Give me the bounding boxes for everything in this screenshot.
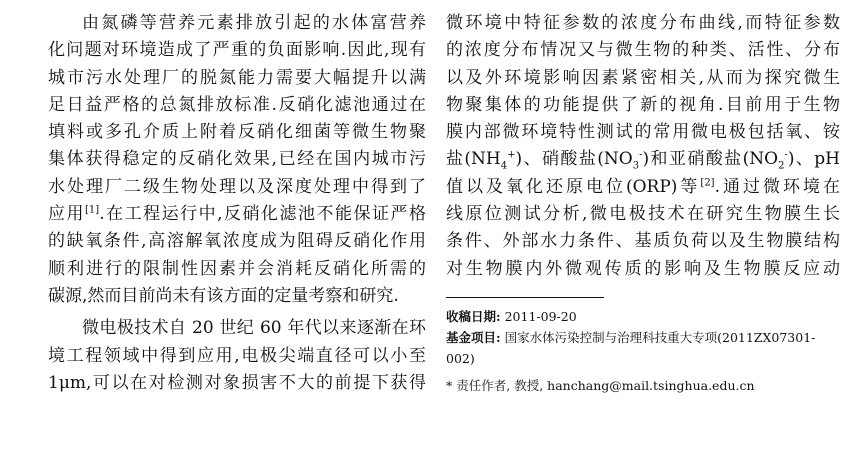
body-text-line: 顺利进行的限制性因素并会消耗反硝化所需的 bbox=[48, 258, 426, 279]
body-text-line: 化问题对环境造成了严重的负面影响.因此,现有 bbox=[48, 40, 426, 61]
footnote-fund-continued: 002) bbox=[446, 350, 475, 366]
text-segment: )、硝酸盐(NO bbox=[515, 149, 633, 170]
text-segment: 应用 bbox=[48, 204, 86, 225]
body-text-line-chemical bbox=[446, 146, 840, 173]
body-text-line: 微环境中特征参数的浓度分布曲线,而特征参数 bbox=[446, 13, 840, 33]
body-text-line: 水处理厂二级生物处理以及深度处理中得到了 bbox=[48, 176, 426, 197]
text-segment: )、pH bbox=[787, 149, 841, 170]
body-text-line: 的浓度分布情况又与微生物的种类、活性、分布 bbox=[446, 40, 840, 61]
footnote-mark: * bbox=[446, 377, 453, 393]
text-segment: 值以及氧化还原电位(ORP)等 bbox=[446, 176, 701, 197]
body-text-line: 碳源,然而目前尚未有该方面的定量考察和研究. bbox=[48, 285, 399, 306]
superscript: - bbox=[784, 149, 788, 161]
body-text-line: 以及外环境影响因素紧密相关,从而为探究微生 bbox=[446, 67, 840, 88]
body-text-line: 对生物膜内外微观传质的影响及生物膜反应动 bbox=[446, 258, 840, 279]
body-text-line: 足日益严格的总氮排放标准.反硝化滤池通过在 bbox=[48, 94, 426, 115]
footnote-value: 教授, hanchang@mail.tsinghua.edu.cn bbox=[514, 377, 755, 393]
subscript: 2 bbox=[778, 160, 785, 172]
text-segment: .在工程运行中,反硝化滤池不能保证严格 bbox=[99, 204, 427, 225]
body-text-line-with-citation bbox=[446, 174, 840, 201]
footnote-label: 基金项目: bbox=[446, 329, 501, 345]
subscript: 3 bbox=[632, 160, 640, 172]
footnote-fund bbox=[446, 327, 840, 348]
right-text-column bbox=[446, 10, 840, 396]
footnote-label: 责任作者, bbox=[456, 377, 511, 393]
footnote-value: 2011-09-20 bbox=[504, 308, 577, 324]
text-segment: 盐(NH bbox=[446, 149, 501, 170]
left-text-column bbox=[48, 10, 426, 397]
citation-ref-2: [2] bbox=[700, 177, 715, 189]
footnote-received bbox=[446, 306, 840, 327]
footnote-divider bbox=[446, 297, 604, 298]
body-text-line: 城市污水处理厂的脱氮能力需要大幅提升以满 bbox=[48, 67, 426, 88]
superscript: + bbox=[507, 149, 516, 161]
citation-ref-1: [1] bbox=[85, 204, 100, 216]
body-text-line: 的缺氧条件,高溶解氧浓度成为阻碍反硝化作用 bbox=[48, 231, 426, 252]
body-text-line: 集体获得稳定的反硝化效果,已经在国内城市污 bbox=[48, 149, 426, 170]
footnote-label: 收稿日期: bbox=[446, 308, 501, 324]
body-text-line: 膜内部微环境特性测试的常用微电极包括氧、铵 bbox=[446, 122, 840, 143]
body-text-line: 1μm,可以在对检测对象损害不大的前提下获得 bbox=[48, 372, 426, 393]
body-text-line: 条件、外部水力条件、基质负荷以及生物膜结构 bbox=[446, 231, 840, 252]
body-text-line: 境工程领域中得到应用,电极尖端直径可以小至 bbox=[48, 345, 426, 366]
superscript: - bbox=[639, 149, 643, 161]
body-text-line: 线原位测试分析,微电极技术在研究生物膜生长 bbox=[446, 204, 840, 225]
body-text-line: 物聚集体的功能提供了新的视角.目前用于生物 bbox=[446, 94, 840, 115]
body-text-line: 微电极技术自 20 世纪 60 年代以来逐渐在环 bbox=[82, 318, 426, 339]
text-segment: .通过微环境在 bbox=[714, 176, 840, 197]
body-text-line-with-citation bbox=[48, 201, 426, 228]
footnote-author bbox=[446, 375, 840, 396]
footnote-value: 国家水体污染控制与治理科技重大专项(2011ZX07301- bbox=[504, 329, 816, 345]
body-text-line: 填料或多孔介质上附着反硝化细菌等微生物聚 bbox=[48, 122, 426, 143]
subscript: 4 bbox=[500, 160, 508, 172]
body-text-line: 由氮磷等营养元素排放引起的水体富营养 bbox=[82, 13, 426, 33]
text-segment: )和亚硝酸盐(NO bbox=[642, 149, 779, 170]
